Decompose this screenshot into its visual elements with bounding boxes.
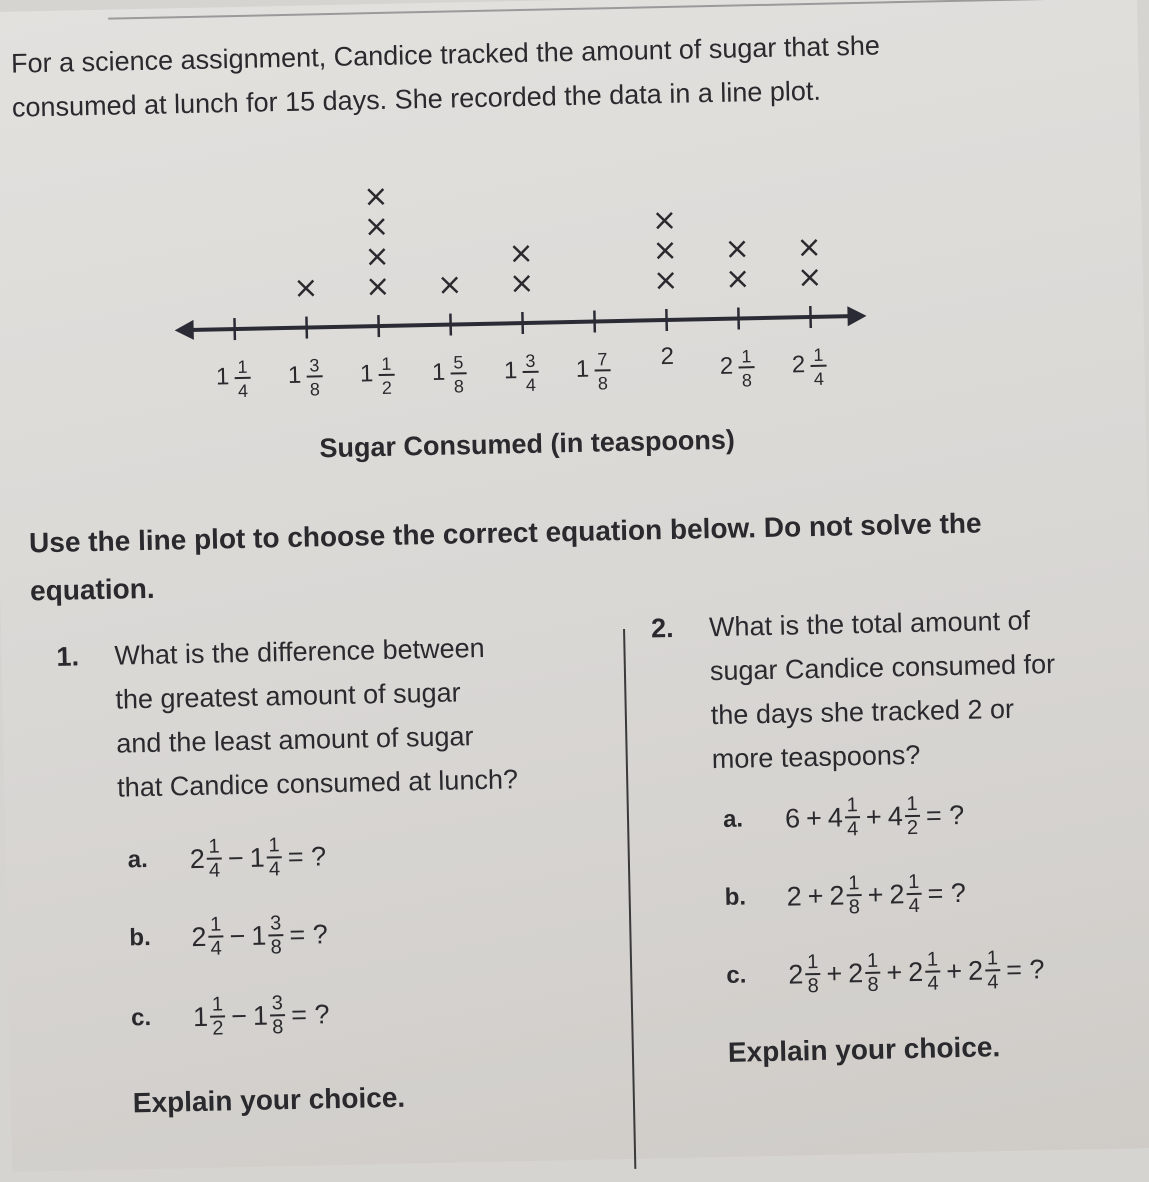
equals-question: = ? [926,799,965,831]
operator: − [229,920,245,951]
line-plot [167,174,872,419]
question-2-line: What is the total amount of [709,605,1031,642]
answer-choice[interactable] [723,792,965,843]
question-1 [56,624,600,811]
tick-label [504,351,540,396]
svg-text:1: 1 [504,357,518,384]
question-1-line: What is the difference between [114,633,485,671]
svg-text:4: 4 [526,375,536,395]
answer-choice[interactable] [131,991,330,1041]
x-mark: × [365,269,391,305]
svg-text:1: 1 [741,346,751,366]
mixed-number: 1 $\frac{1}{4}$ [249,834,282,881]
x-mark: × [652,203,678,239]
equals-question: = ? [1006,954,1045,986]
question-2-line: more teaspoons? [653,729,1124,783]
svg-text:8: 8 [598,373,608,393]
operator: + [886,957,902,988]
choice-label: a. [723,805,786,834]
x-mark: × [437,267,463,303]
tick-label [216,357,252,402]
svg-text:5: 5 [453,352,463,372]
operator: − [231,1000,247,1031]
x-mark: × [364,239,390,275]
instructions: Use the line plot to choose the correct equation below. Do not solve the equation. [29,499,991,615]
svg-text:1: 1 [288,362,302,389]
svg-text:3: 3 [525,351,535,371]
mixed-number: 2 $\frac{1}{4}$ [191,913,224,960]
tick-label [576,349,612,394]
tick-label [288,355,324,400]
svg-text:2: 2 [660,343,674,370]
mixed-number: 2 [786,881,802,912]
choice-label: b. [724,883,787,912]
mixed-number: 6 [785,803,801,834]
equals-question: = ? [291,999,330,1031]
svg-text:8: 8 [454,376,464,396]
question-1-number: 1. [56,634,115,679]
svg-text:1: 1 [813,345,823,365]
x-mark: × [509,266,535,302]
operator: + [867,879,883,910]
tick-label [660,343,674,370]
x-mark: × [653,263,679,299]
mixed-number: 4 $\frac{1}{4}$ [827,794,860,841]
tick-label [719,346,755,391]
equation [193,991,330,1040]
tick-label [432,352,468,397]
mixed-number: 2 $\frac{1}{4}$ [189,835,222,882]
mixed-number: 2 $\frac{1}{4}$ [889,871,922,918]
equation [191,911,328,960]
question-2-choices [0,0,1137,12]
svg-text:1: 1 [237,357,247,377]
right-arrow-icon [847,306,866,326]
question-1-choices [0,0,1137,12]
svg-text:4: 4 [814,369,824,389]
x-mark: × [363,179,389,215]
operator: + [946,955,962,986]
choice-label: c. [726,961,789,990]
svg-text:1: 1 [360,360,374,387]
operator: + [866,801,882,832]
svg-text:7: 7 [597,349,607,369]
operator: + [807,880,823,911]
equals-question: = ? [289,919,328,951]
question-1-explain: Explain your choice. [133,1082,406,1120]
x-mark: × [724,231,750,267]
equation [786,870,966,920]
mixed-number: 1 $\frac{1}{2}$ [193,993,226,1040]
choice-label: a. [127,845,190,874]
equation [189,833,326,882]
svg-text:3: 3 [309,355,319,375]
svg-text:8: 8 [742,370,752,390]
mixed-number: 1 $\frac{3}{8}$ [251,912,284,959]
question-2-number: 2. [651,605,710,650]
x-mark: × [508,236,534,272]
svg-text:2: 2 [792,351,806,378]
intro-text: For a science assignment, Candice tracked the amount of sugar that she consumed at lunch for 15 days. She recorded the data in a line plot. [11,22,943,129]
operator: − [228,842,244,873]
question-1-line: the greatest amount of sugar [57,668,598,723]
svg-text:1: 1 [381,354,391,374]
question-2 [651,597,1125,783]
question-2-line: the days she tracked 2 or [652,685,1123,739]
mixed-number: 2 $\frac{1}{8}$ [829,872,862,919]
choice-label: b. [129,923,192,952]
x-mark: × [293,270,319,306]
question-1-line: and the least amount of sugar [58,712,599,767]
mixed-number: 2 $\frac{1}{4}$ [908,948,941,995]
svg-text:4: 4 [238,381,248,401]
mixed-number: 2 $\frac{1}{8}$ [788,951,821,998]
mixed-number: 1 $\frac{3}{8}$ [253,992,286,1039]
x-mark: × [797,260,823,296]
choice-label: c. [131,1003,194,1032]
x-mark: × [364,209,390,245]
question-2-line: sugar Candice consumed for [651,641,1122,695]
tick-label [360,354,396,399]
mixed-number: 2 $\frac{1}{4}$ [968,947,1001,994]
svg-text:8: 8 [310,379,320,399]
question-1-line: that Candice consumed at lunch? [59,756,600,811]
x-mark: × [796,230,822,266]
equals-question: = ? [927,877,966,909]
x-mark: × [725,261,751,297]
mixed-number: 2 $\frac{1}{8}$ [848,950,881,997]
column-divider [623,629,636,1169]
answer-choice[interactable] [129,911,328,961]
x-mark: × [652,233,678,269]
equation [785,792,965,842]
equals-question: = ? [288,841,327,873]
equation [788,946,1045,997]
number-line [190,316,851,330]
left-arrow-icon [174,320,193,340]
svg-text:1: 1 [576,356,590,383]
answer-choice[interactable] [127,833,326,883]
mixed-number: 4 $\frac{1}{2}$ [887,793,920,840]
name-line [108,0,1118,20]
svg-text:2: 2 [720,353,734,380]
svg-text:1: 1 [432,359,446,386]
plot-title: Sugar Consumed (in teaspoons) [177,422,877,468]
operator: + [806,802,822,833]
svg-text:2: 2 [382,378,392,398]
question-2-explain: Explain your choice. [728,1031,1001,1069]
answer-choice[interactable] [726,946,1045,999]
operator: + [826,958,842,989]
answer-choice[interactable] [724,870,966,921]
tick-label [791,345,827,390]
svg-text:1: 1 [216,363,230,390]
